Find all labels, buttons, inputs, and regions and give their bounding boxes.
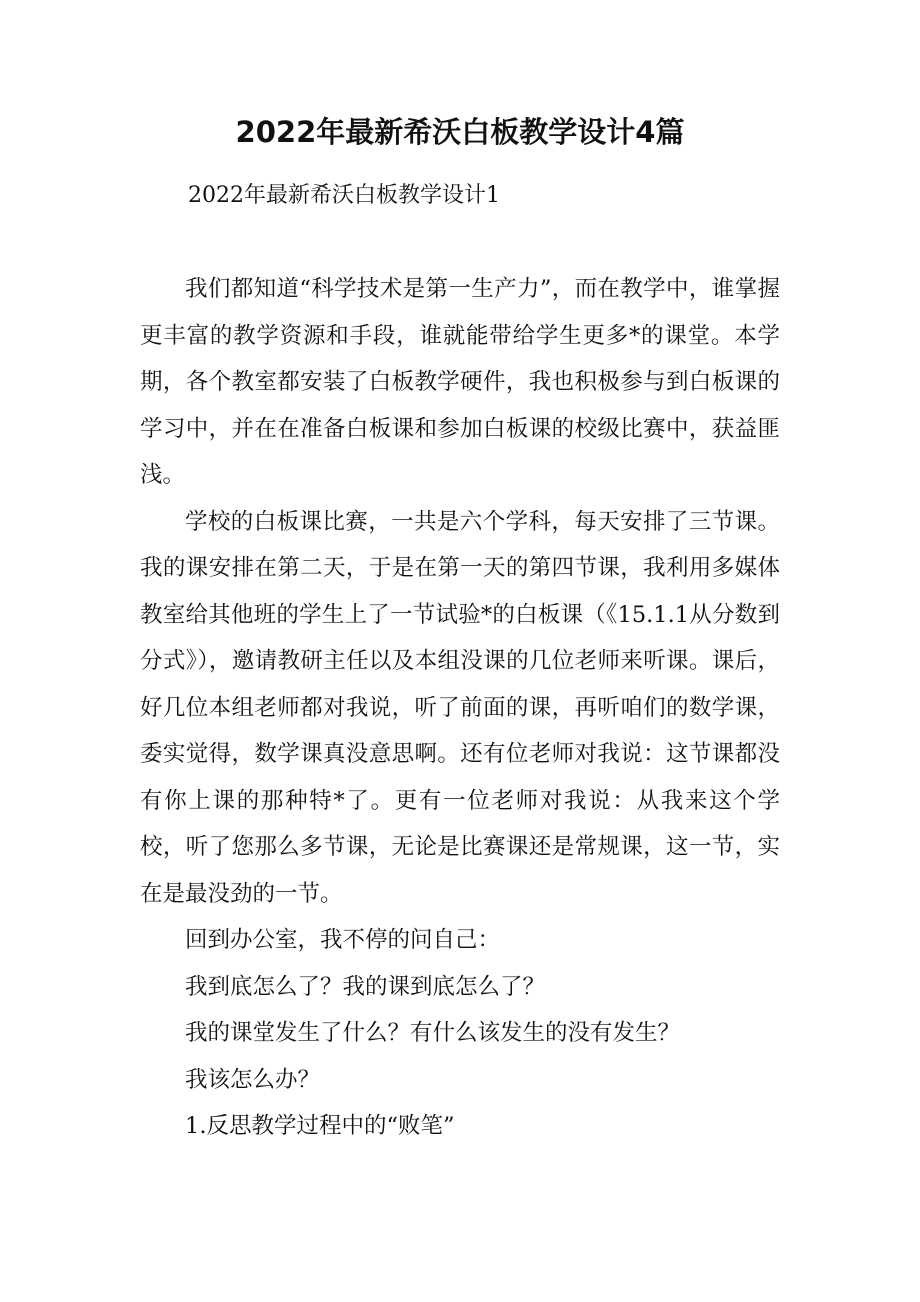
paragraph: 回到办公室，我不停的问自己： (185, 927, 501, 953)
section-heading: 2022年最新希沃白板教学设计1 (188, 183, 500, 208)
paragraph: 学校的白板课比赛，一共是六个学科，每天安排了三节课。我的课安排在第二天，于是在第一天的第四节课，我利用多媒体教室给其他班的学生上了一节试验*的白板课（《15.1.1从分数到分式》），邀请教研主任以及本组没课的几位老师来听课。课后，好几位本组老师都对我说，听了前面的课，再听咱们的数学课，委实觉得，数学课真没意思啊。还有位老师对我说：这节课都没有你上课的那种特*了。更有一位老师对我说：从我来这个学校，听了您那么多节课，无论是比赛课还是常规课，这一节，实在是最没劲的一节。 (140, 508, 780, 907)
document-body (140, 266, 780, 1150)
paragraph: 我的课堂发生了什么？有什么该发生的没有发生？ (185, 1020, 681, 1046)
paragraph: 我该怎么办？ (185, 1066, 321, 1093)
document-title: 2022年最新希沃白板教学设计4篇 (235, 115, 685, 149)
paragraph: 1.反思教学过程中的“败笔” (185, 1113, 455, 1139)
paragraph: 我们都知道“科学技术是第一生产力”，而在教学中，谁掌握更丰富的教学资源和手段，谁就能带给学生更多*的课堂。本学期，各个教室都安装了白板教学硬件，我也积极参与到白板课的学习中，并在在准备白板课和参加白板课的校级比赛中，获益匪浅。 (140, 276, 780, 488)
paragraph: 我到底怎么了？我的课到底怎么了？ (185, 973, 546, 1000)
